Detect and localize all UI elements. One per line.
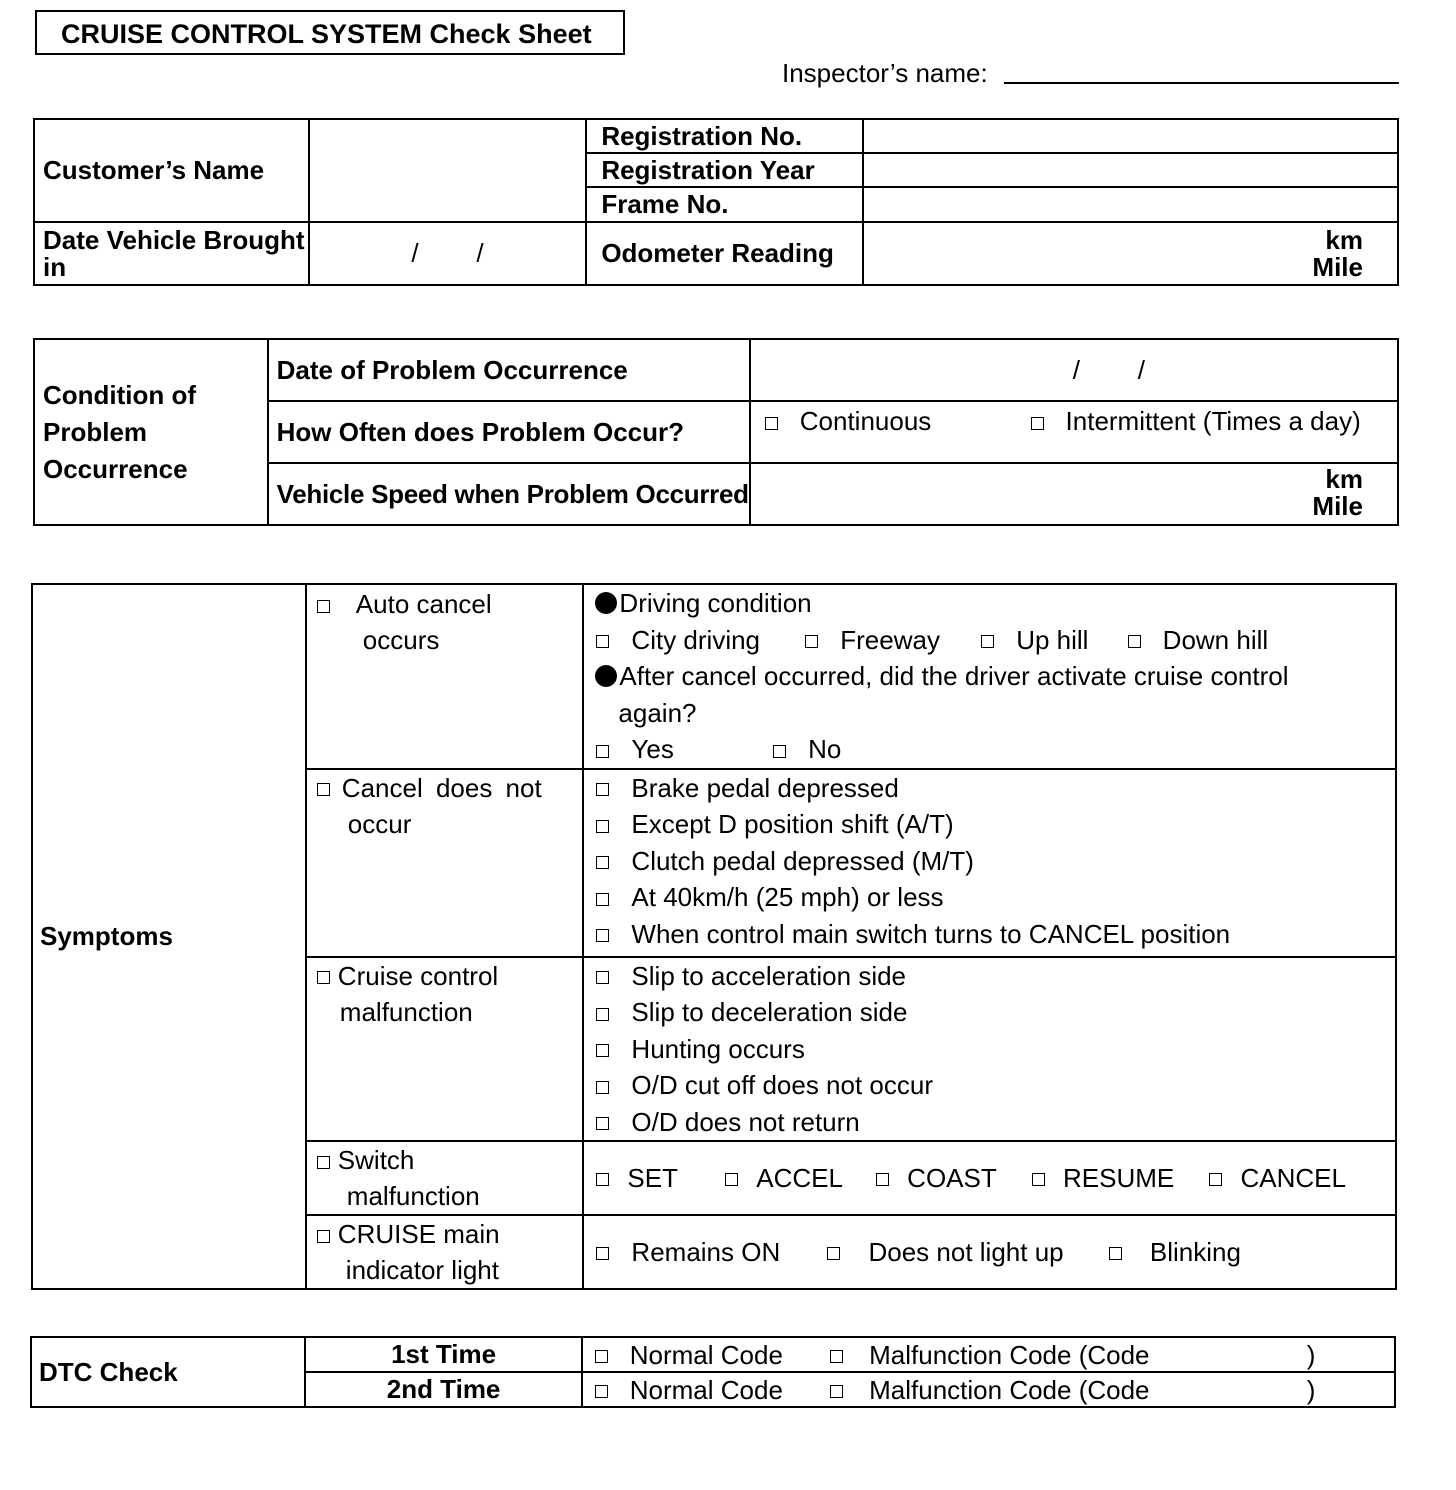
customer-name-label: Customer’s Name [34,119,309,222]
cancel-label: CANCEL [1240,1162,1346,1193]
checkbox[interactable] [596,971,609,984]
odometer-label: Odometer Reading [586,222,863,285]
frequency-label: How Often does Problem Occur? [268,401,750,463]
remains-on-label: Remains ON [631,1236,781,1267]
checkbox[interactable] [596,893,609,906]
switch-malfunction-label: Switch [337,1145,415,1175]
speed-unit-mile: Mile [1312,491,1363,521]
second-malfunction-checkbox[interactable] [830,1385,843,1398]
checkbox[interactable] [596,856,609,869]
checkbox[interactable] [596,1081,609,1094]
does-not-light-label: Does not light up [868,1236,1064,1267]
switch-malfunction-label-2: malfunction [346,1181,480,1211]
malfunction-item-hunting: Hunting occurs [631,1033,805,1064]
set-checkbox[interactable] [596,1173,609,1186]
symptoms-heading: Symptoms [32,584,306,1289]
checkbox[interactable] [596,1044,609,1057]
condition-table [33,338,1399,526]
cruise-malfunction-label: Cruise control [337,960,499,991]
continuous-label: Continuous [799,406,932,436]
down-hill-label: Down hill [1162,624,1269,655]
auto-cancel-checkbox[interactable] [317,600,330,613]
cancel-checkbox[interactable] [1209,1173,1222,1186]
cancel-item-speed: At 40km/h (25 mph) or less [631,882,944,912]
driving-condition-label: Driving condition [619,588,812,618]
indicator-light-label: CRUISE main [337,1219,500,1249]
first-normal-checkbox[interactable] [595,1350,608,1363]
second-malfunction-label: Malfunction Code (Code [869,1374,1150,1405]
no-label: No [808,734,842,764]
dtc-first-time-label: 1st Time [305,1337,581,1372]
frame-no-label: Frame No. [586,187,863,222]
cruise-malfunction-label-2: malfunction [339,996,473,1027]
registration-year-label: Registration Year [586,153,863,187]
no-checkbox[interactable] [773,745,786,758]
city-driving-label: City driving [631,624,761,655]
date-brought-in-label: Date Vehicle Brought in [34,222,309,285]
indicator-light-label-2: indicator light [345,1255,499,1285]
malfunction-item-od-cut: O/D cut off does not occur [631,1070,933,1100]
cancel-item-main-switch: When control main switch turns to CANCEL position [631,918,1231,949]
first-malfunction-checkbox[interactable] [830,1350,843,1363]
checkbox[interactable] [596,783,609,796]
remains-on-checkbox[interactable] [596,1247,609,1260]
blinking-label: Blinking [1149,1236,1241,1267]
checkbox[interactable] [596,1008,609,1021]
speed-unit-km: km [1325,464,1363,494]
cancel-item-brake: Brake pedal depressed [631,772,899,803]
down-hill-checkbox[interactable] [1128,635,1141,648]
malfunction-item-od-return: O/D does not return [631,1106,860,1137]
condition-heading: Condition of Problem Occurrence [34,339,268,525]
intermittent-checkbox[interactable] [1031,417,1044,430]
inspector-name-field[interactable] [1004,82,1399,84]
first-normal-label: Normal Code [629,1339,783,1370]
checkbox[interactable] [596,929,609,942]
bullet-icon [595,592,617,614]
malfunction-item-accel: Slip to acceleration side [631,960,907,991]
resume-label: RESUME [1062,1162,1175,1193]
reactivate-question: After cancel occurred, did the driver activate cruise control [619,661,1289,691]
switch-malfunction-checkbox[interactable] [317,1156,330,1169]
blinking-checkbox[interactable] [1109,1247,1122,1260]
set-label: SET [627,1162,678,1193]
odometer-field[interactable] [863,222,1398,285]
accel-label: ACCEL [756,1162,843,1193]
resume-checkbox[interactable] [1032,1173,1045,1186]
second-normal-label: Normal Code [629,1374,783,1405]
vehicle-info-table [33,118,1399,286]
speed-label: Vehicle Speed when Problem Occurred [268,463,750,525]
problem-date-label: Date of Problem Occurrence [268,339,750,401]
first-malfunction-label: Malfunction Code (Code [869,1339,1150,1370]
page-title: CRUISE CONTROL SYSTEM Check Sheet [35,10,625,55]
auto-cancel-label: Auto cancel [355,589,492,619]
first-close-paren: ) [1306,1339,1316,1370]
unit-km: km [1325,225,1363,255]
yes-checkbox[interactable] [596,745,609,758]
cancel-item-clutch: Clutch pedal depressed (M/T) [631,845,974,876]
second-normal-checkbox[interactable] [595,1385,608,1398]
bullet-icon [595,665,617,687]
continuous-checkbox[interactable] [765,417,778,430]
malfunction-item-decel: Slip to deceleration side [631,997,908,1027]
dtc-second-time-label: 2nd Time [305,1372,581,1407]
does-not-light-checkbox[interactable] [827,1247,840,1260]
checkbox[interactable] [596,820,609,833]
reactivate-question-2: again? [618,697,697,728]
unit-mile: Mile [1312,252,1363,282]
date-brought-in-field[interactable]: / / [309,222,587,285]
yes-label: Yes [631,734,674,764]
cancel-not-occur-label-2: occur [347,808,412,839]
speed-field[interactable] [750,463,1398,525]
checkbox[interactable] [596,1117,609,1130]
coast-label: COAST [907,1162,997,1193]
cruise-malfunction-checkbox[interactable] [317,971,330,984]
second-close-paren: ) [1306,1374,1316,1405]
registration-year-field[interactable] [863,153,1398,187]
dtc-heading: DTC Check [31,1337,305,1407]
auto-cancel-label-2: occurs [362,625,440,655]
coast-checkbox[interactable] [876,1173,889,1186]
accel-checkbox[interactable] [725,1173,738,1186]
city-driving-checkbox[interactable] [596,635,609,648]
indicator-light-checkbox[interactable] [317,1230,330,1243]
up-hill-label: Up hill [1016,624,1089,655]
cancel-not-occur-label: Cancel does not [341,772,542,803]
symptoms-table [31,583,1397,1290]
dtc-table [30,1336,1396,1408]
up-hill-checkbox[interactable] [981,635,994,648]
freeway-checkbox[interactable] [805,635,818,648]
registration-no-field[interactable] [863,119,1398,153]
intermittent-label: Intermittent (Times a day) [1065,406,1361,436]
cancel-item-d-shift: Except D position shift (A/T) [631,809,954,839]
frame-no-field[interactable] [863,187,1398,222]
customer-name-field[interactable] [309,119,587,222]
freeway-label: Freeway [840,624,940,655]
cancel-not-occur-checkbox[interactable] [317,783,330,796]
inspector-name-label: Inspector’s name: [782,58,988,88]
problem-date-field[interactable]: / / [750,339,1398,401]
registration-no-label: Registration No. [586,119,863,153]
